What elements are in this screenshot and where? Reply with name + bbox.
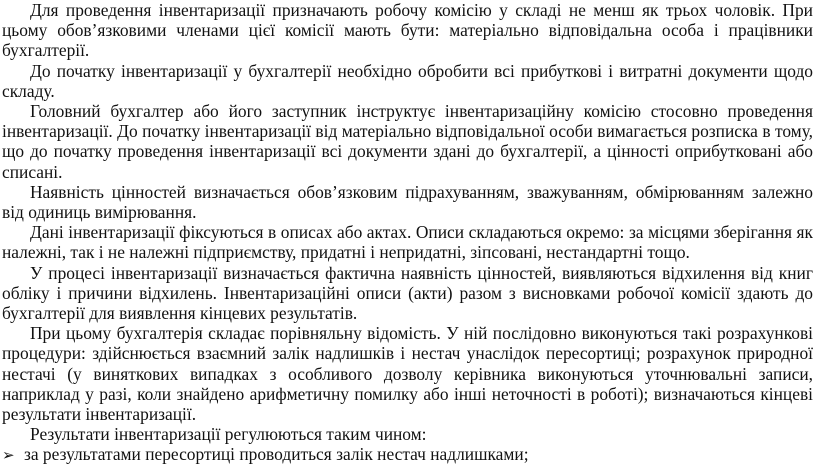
paragraph-chief-accountant: Головний бухгалтер або його заступник інструктує інвентаризаційну комісію стосовно проведення інвентаризації. До початку інвентаризації від матеріально відповідальної особи вимагається розписка в тому, що до початку проведення інвентаризації всі документи здані до бухгалтерії, а цінності оприбутковані або списані.: [2, 101, 813, 182]
list-item-text: за результатами пересортиці проводиться залік нестач надлишками;: [24, 444, 529, 465]
list-item: [2, 444, 813, 465]
paragraph-deviations: У процесі інвентаризації визначається фактична наявність цінностей, виявляються відхилення від книг обліку і причини відхилень. Інвентаризаційні описи (акти) разом з висновками робочої комісії здають до бухгалтерії для виявлення кінцевих результатів.: [2, 262, 813, 324]
paragraph-results-regulation: Результати інвентаризації регулюються таким чином:: [30, 424, 427, 445]
arrow-bullet-icon: ➢: [2, 446, 15, 465]
paragraph-inventory-lists: Дані інвентаризації фіксуються в описах або актах. Описи складаються окремо: за місцями зберігання як належні, так і не належні підприємству, придатні і непридатні, зіпсовані, нестандартні тощо.: [2, 222, 813, 263]
paragraph-commission: Для проведення інвентаризації призначають робочу комісію у складі не менш як трьох чоловік. При цьому обов’язковими членами цієї комісії мають бути: матеріально відповідальна особа і працівники бухгалтерії.: [2, 0, 813, 61]
results-bullet-list: [2, 444, 813, 465]
paragraph-comparative-statement: При цьому бухгалтерія складає порівняльну відомість. У ній послідовно виконуються такі розрахункові процедури: здійснюється взаємний залік надлишків і нестач унаслідок пересортиці; розрахунок природної нестачі (у виняткових випадках з особливого дозволу керівника виконуються уточнювальні записи, наприклад у разі, коли знайдено арифметичну помилку або інші неточності в роботі); визначаються кінцеві результати інвентаризації.: [2, 323, 813, 425]
paragraph-availability: Наявність цінностей визначається обов’язковим підрахуванням, зважуванням, обмірюванням залежно від одиниць вимірювання.: [2, 181, 813, 223]
paragraph-documents-processing: До початку інвентаризації у бухгалтерії необхідно обробити всі прибуткові і витратні документи щодо складу.: [2, 60, 813, 101]
